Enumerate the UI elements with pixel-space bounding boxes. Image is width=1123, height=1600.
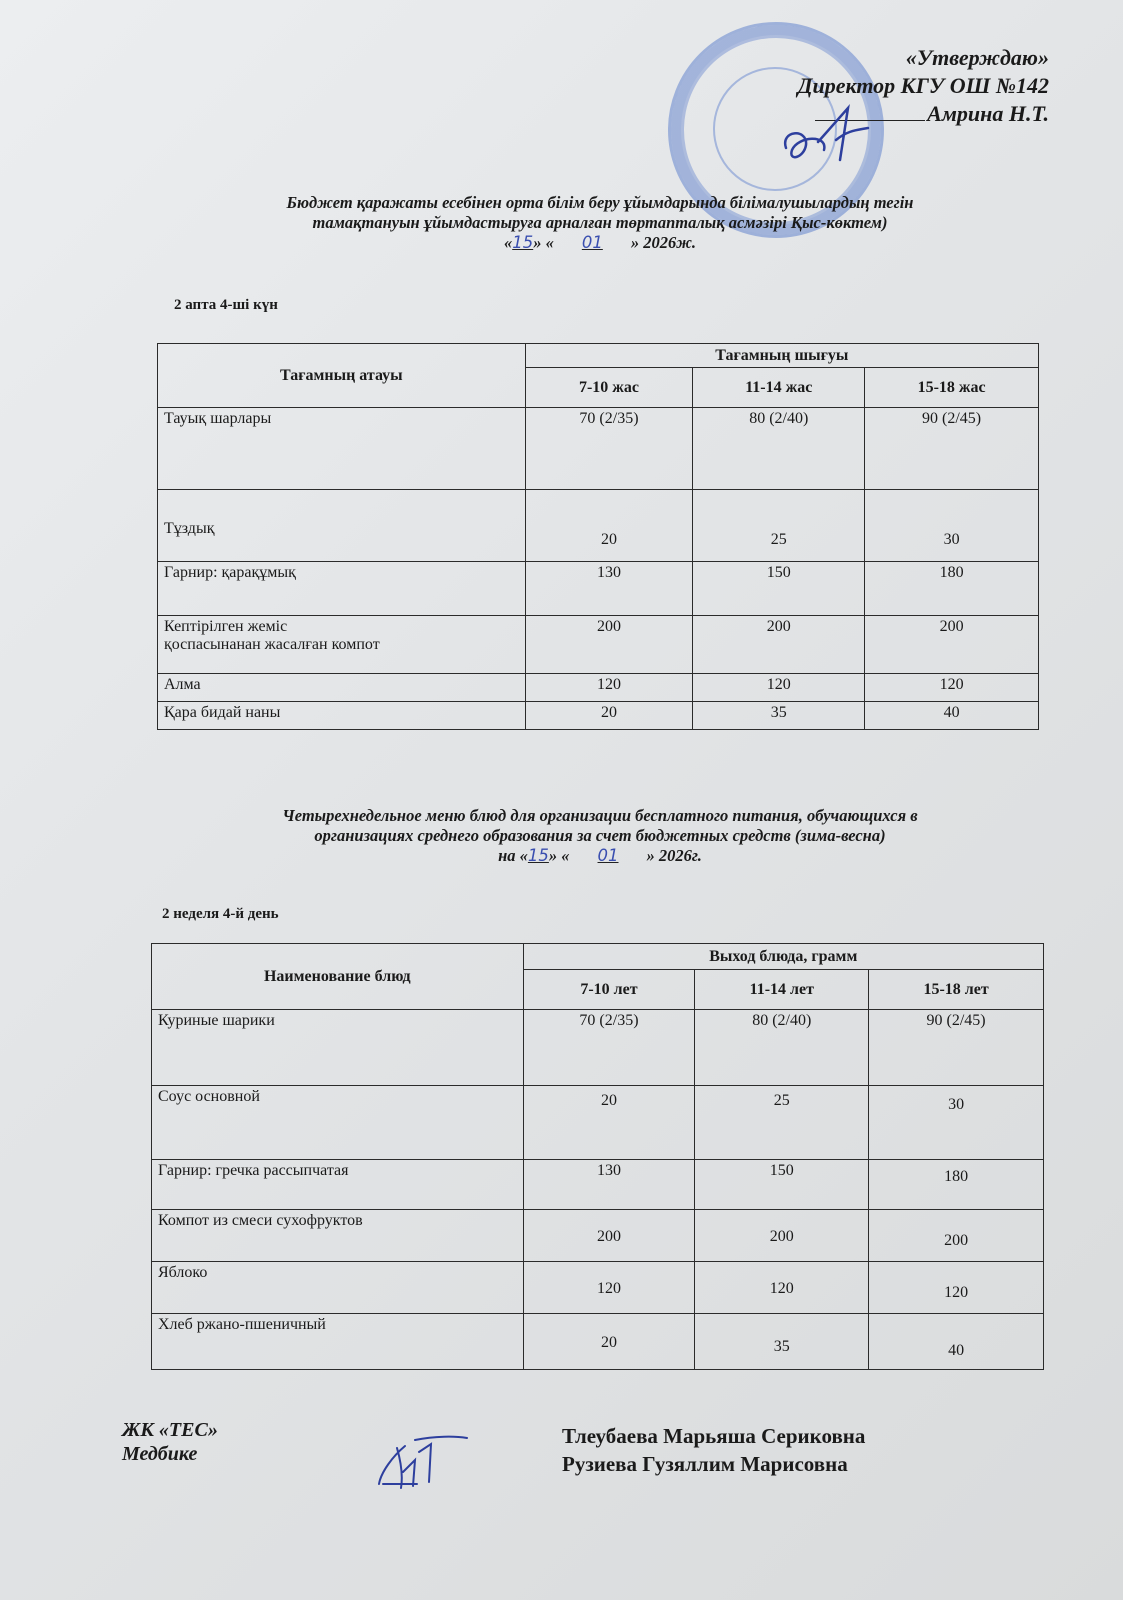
kz-date: «15» « 01 » 2026ж. bbox=[503, 233, 697, 252]
ru-date-month: 01 bbox=[597, 846, 619, 865]
ru-subheading: 2 неделя 4-й день bbox=[162, 906, 279, 922]
kz-age-3: 15-18 жас bbox=[865, 368, 1039, 408]
approval-name: Амрина Н.Т. bbox=[797, 100, 1049, 128]
footer-person-2: Рузиева Гузяллим Марисовна bbox=[562, 1452, 848, 1476]
table-row: Қара бидай наны 20 35 40 bbox=[158, 702, 1039, 730]
table-row: Соус основной 20 25 30 bbox=[152, 1086, 1044, 1160]
table-row: Тауық шарлары 70 (2/35) 80 (2/40) 90 (2/45) bbox=[158, 408, 1039, 490]
kz-date-day: 15 bbox=[512, 233, 534, 252]
ru-col-group: Выход блюда, грамм bbox=[523, 944, 1043, 970]
director-signature bbox=[778, 100, 888, 180]
table-row: Компот из смеси сухофруктов 200 200 200 bbox=[152, 1210, 1044, 1262]
approval-heading: «Утверждаю» bbox=[905, 45, 1049, 70]
ru-title bbox=[150, 806, 1050, 866]
footer-people bbox=[562, 1422, 865, 1478]
table-row: Алма 120 120 120 bbox=[158, 674, 1039, 702]
footer-org-name: ЖК «ТЕС» bbox=[122, 1419, 218, 1441]
table-row: Гарнир: гречка рассыпчатая 130 150 180 bbox=[152, 1160, 1044, 1210]
table-row: Яблоко 120 120 120 bbox=[152, 1262, 1044, 1314]
kz-title bbox=[150, 193, 1050, 253]
footer-role: Медбике bbox=[122, 1443, 198, 1465]
table-row: Кептірілген жеміс қоспасынанан жасалған компот 200 200 200 bbox=[158, 616, 1039, 674]
ru-menu-table bbox=[151, 943, 1044, 1370]
ru-title-line2: организациях среднего образования за счет бюджетных средств (зима-весна) bbox=[314, 826, 886, 845]
kz-age-1: 7-10 жас bbox=[525, 368, 693, 408]
ru-age-2: 11-14 лет bbox=[695, 970, 869, 1010]
kz-title-line1: Бюджет қаражаты есебінен орта білім беру ұйымдарында білімалушылардың тегін bbox=[286, 193, 914, 212]
kz-subheading: 2 апта 4-ші күн bbox=[174, 297, 278, 313]
kz-age-2: 11-14 жас bbox=[693, 368, 865, 408]
ru-age-1: 7-10 лет bbox=[523, 970, 695, 1010]
kz-title-line2: тамақтануын ұйымдастыруға арналған төртапталық асмәзірі Қыс-көктем) bbox=[312, 213, 888, 232]
footer-person-1: Тлеубаева Марьяша Сериковна bbox=[562, 1424, 866, 1448]
kz-col-group: Тағамның шығуы bbox=[525, 344, 1038, 368]
table-row: Хлеб ржано-пшеничный 20 35 40 bbox=[152, 1314, 1044, 1370]
kz-menu-table bbox=[157, 343, 1039, 730]
table-row: Тұздық 20 25 30 bbox=[158, 490, 1039, 562]
table-row: Куриные шарики 70 (2/35) 80 (2/40) 90 (2/45) bbox=[152, 1010, 1044, 1086]
ru-age-3: 15-18 лет bbox=[869, 970, 1044, 1010]
ru-date-day: 15 bbox=[527, 846, 549, 865]
table-row: Гарнир: қарақұмық 130 150 180 bbox=[158, 562, 1039, 616]
ru-col-name: Наименование блюд bbox=[152, 944, 524, 1010]
kz-col-name: Тағамның атауы bbox=[158, 344, 526, 408]
ru-date: на «15» « 01 » 2026г. bbox=[498, 846, 702, 865]
approval-position: Директор КГУ ОШ №142 bbox=[797, 73, 1049, 98]
footer-org bbox=[122, 1418, 218, 1466]
kz-date-month: 01 bbox=[581, 233, 603, 252]
medic-signature bbox=[375, 1432, 475, 1492]
ru-title-line1: Четырехнедельное меню блюд для организации бесплатного питания, обучающихся в bbox=[282, 806, 918, 825]
